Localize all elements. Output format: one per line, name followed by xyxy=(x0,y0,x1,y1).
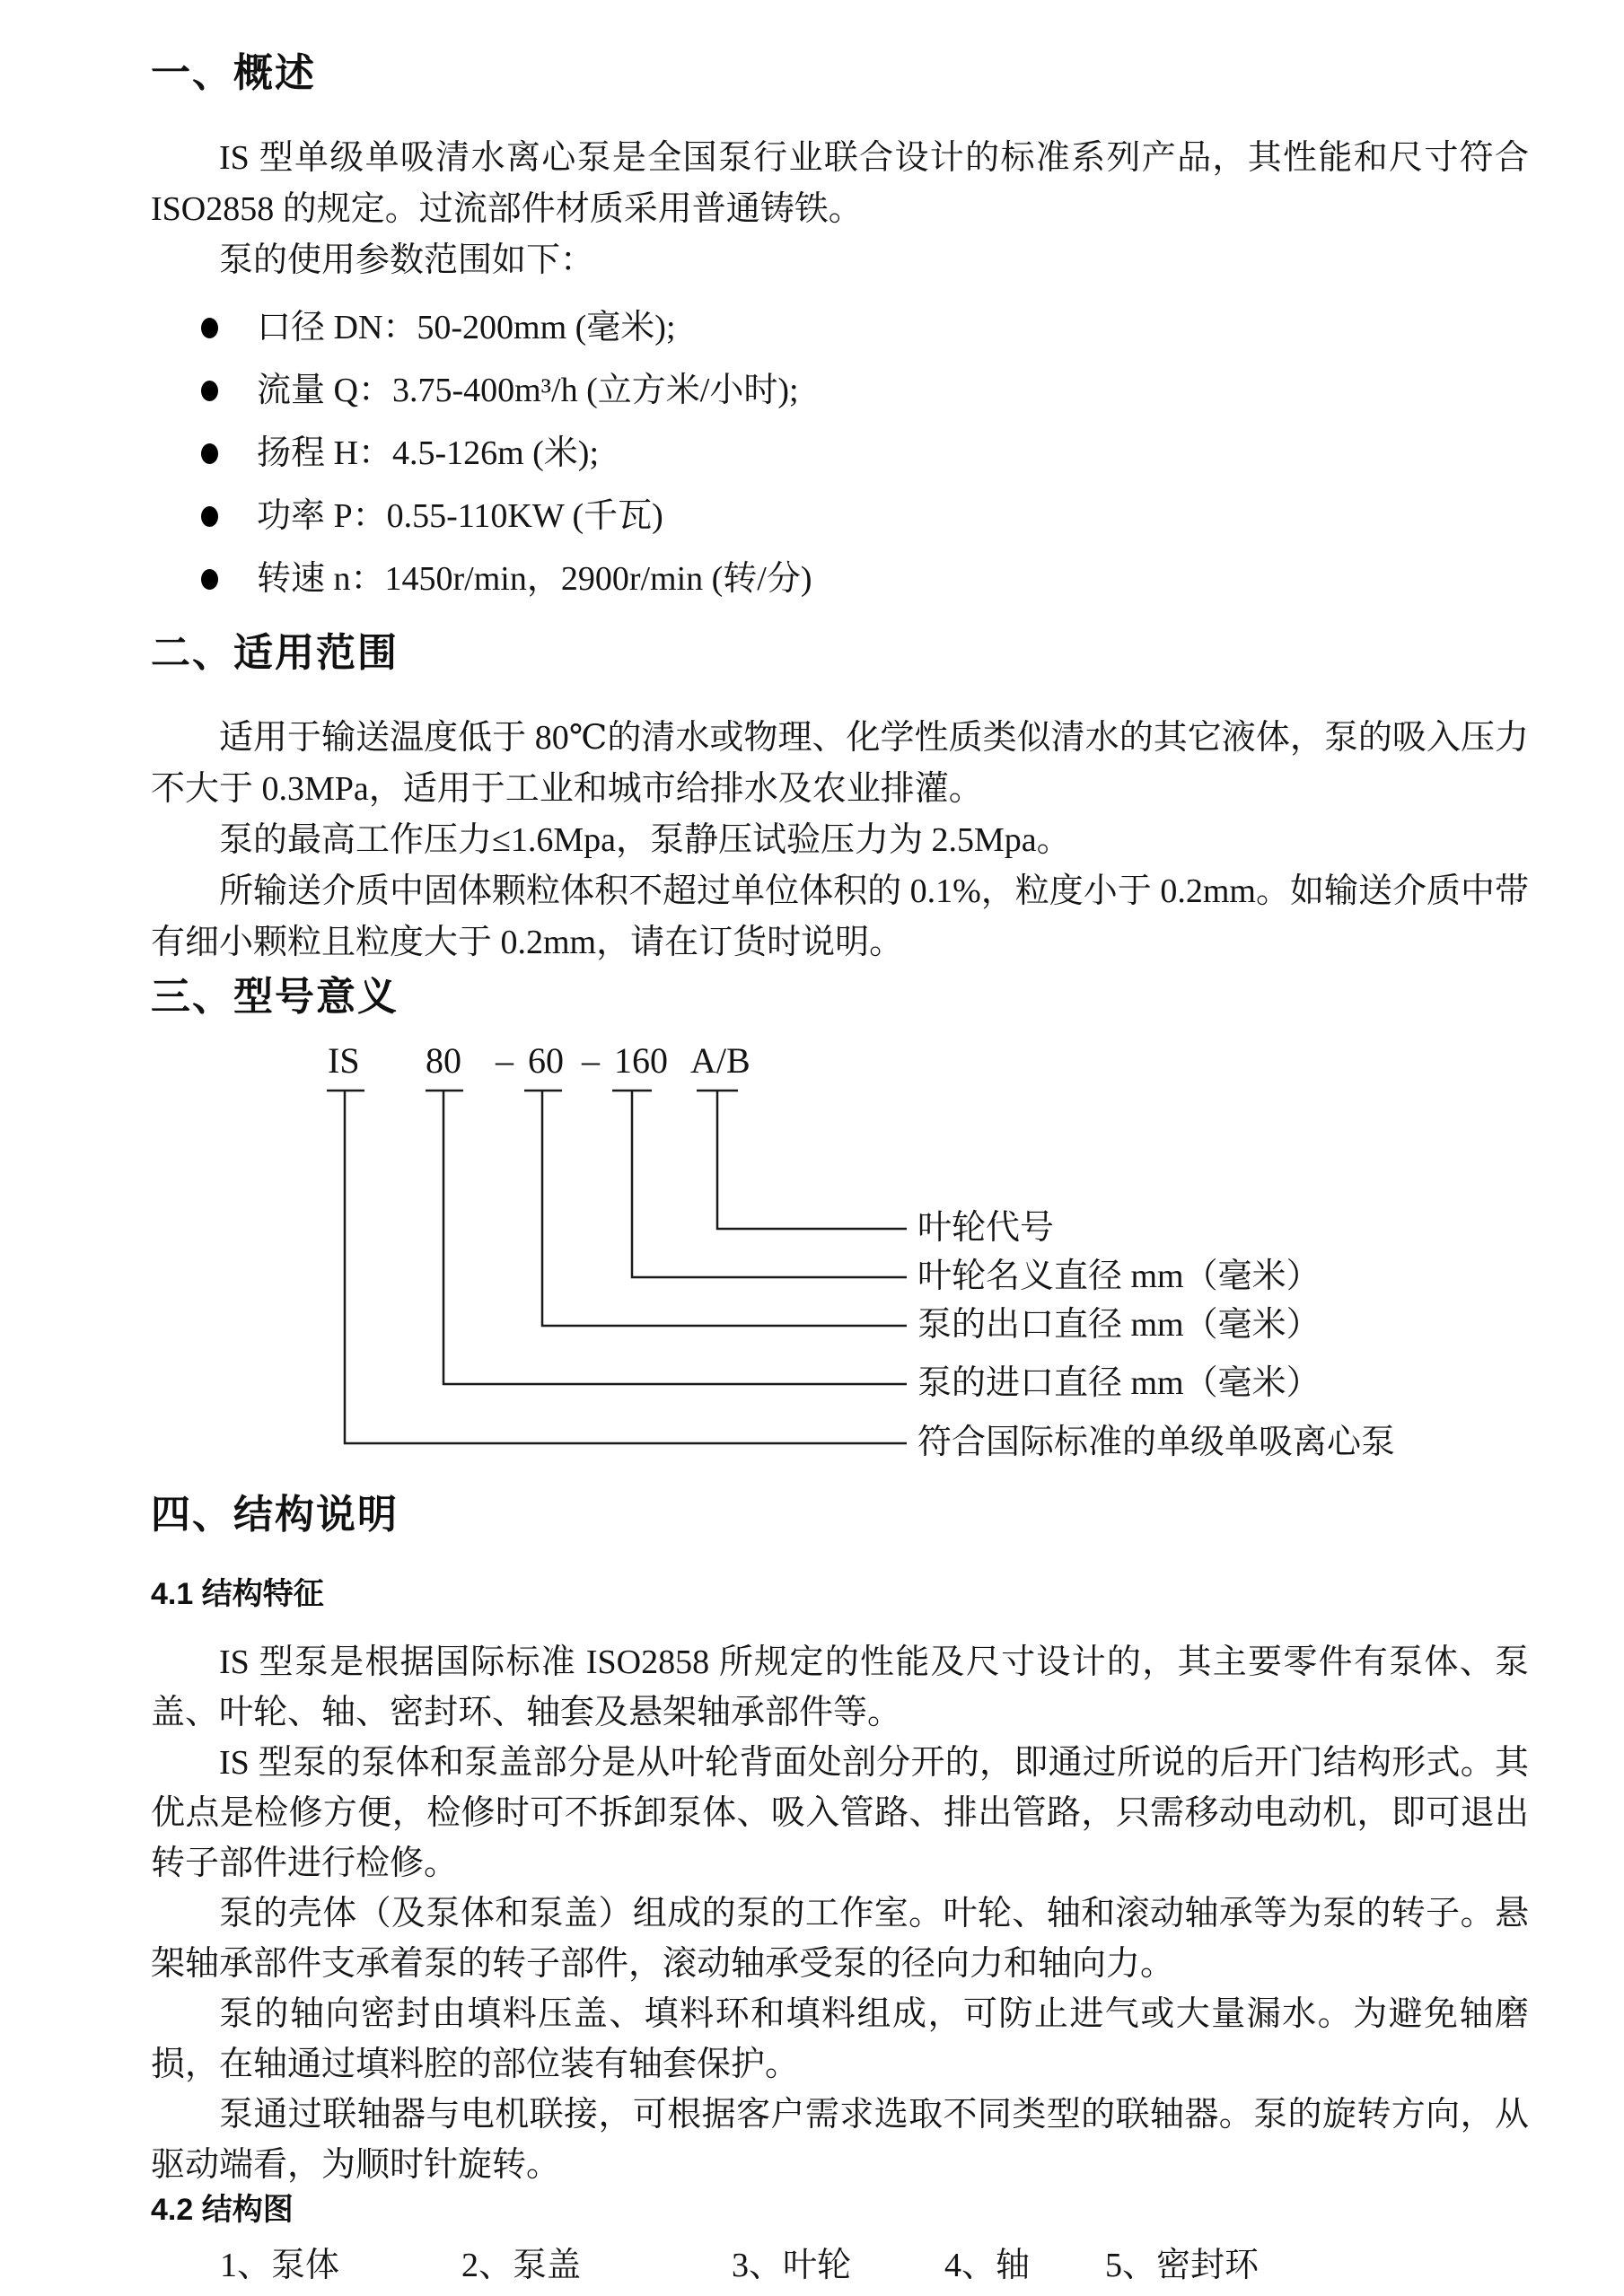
list-item xyxy=(151,365,1529,416)
label-pump-outlet-diameter: 泵的出口直径 mm（毫米） xyxy=(917,1306,1321,1344)
subsection-4-1-heading: 4.1 结构特征 xyxy=(151,1577,324,1611)
bullet-speed: 转速 n：1450r/min，2900r/min (转/分) xyxy=(257,560,812,598)
section-2-paragraph-3: 所输送介质中固体颗粒体积不超过单位体积的 0.1%，粒度小于 0.2mm。如输送介质中带有细小颗粒且粒度大于 0.2mm，请在订货时说明。 xyxy=(151,872,1529,961)
section-4-paragraph-4: 泵的轴向密封由填料压盖、填料环和填料组成，可防止进气或大量漏水。为避免轴磨损，在轴通过填料腔的部位装有轴套保护。 xyxy=(151,1995,1529,2083)
section-1-paragraph-2: 泵的使用参数范围如下： xyxy=(219,241,595,279)
bullet-icon xyxy=(201,381,218,401)
bullet-icon xyxy=(201,506,218,527)
subsection-4-2-heading: 4.2 结构图 xyxy=(151,2193,294,2227)
label-impeller-nominal-diameter: 叶轮名义直径 mm（毫米） xyxy=(917,1258,1321,1295)
model-diagram-lines xyxy=(151,1022,1529,1476)
model-token-dash-2: – xyxy=(582,1040,600,1081)
bullet-power: 功率 P：0.55-110KW (千瓦) xyxy=(257,497,663,535)
list-item xyxy=(151,491,1529,542)
model-token-dash-1: – xyxy=(496,1040,514,1081)
label-standard-pump: 符合国际标准的单级单吸离心泵 xyxy=(917,1424,1396,1461)
section-3-heading: 三、型号意义 xyxy=(151,975,399,1019)
section-2-heading: 二、适用范围 xyxy=(151,631,399,675)
part-seal-ring: 5、密封环 xyxy=(1105,2247,1260,2284)
section-1-paragraph-1: IS 型单级单吸清水离心泵是全国泵行业联合设计的标准系列产品，其性能和尺寸符合 ISO2858 的规定。过流部件材质采用普通铸铁。 xyxy=(151,139,1529,228)
bullet-icon xyxy=(201,443,218,464)
bullet-flow: 流量 Q：3.75-400m³/h (立方米/小时); xyxy=(257,372,799,409)
model-token-series: IS xyxy=(328,1040,360,1081)
bullet-icon xyxy=(201,318,218,338)
list-item xyxy=(151,302,1529,354)
structure-parts-caption xyxy=(151,2240,1529,2292)
section-4-paragraph-3: 泵的壳体（及泵体和泵盖）组成的泵的工作室。叶轮、轴和滚动轴承等为泵的转子。悬架轴承部件支承着泵的转子部件，滚动轴承受泵的径向力和轴向力。 xyxy=(151,1895,1529,1983)
model-token-impeller-code: A/B xyxy=(690,1040,751,1081)
section-2-paragraph-1: 适用于输送温度低于 80℃的清水或物理、化学性质类似清水的其它液体，泵的吸入压力不大于 0.3MPa，适用于工业和城市给排水及农业排灌。 xyxy=(151,719,1529,808)
list-item xyxy=(151,554,1529,605)
section-2-paragraph-2: 泵的最高工作压力≤1.6Mpa，泵静压试验压力为 2.5Mpa。 xyxy=(219,821,1071,859)
label-pump-inlet-diameter: 泵的进口直径 mm（毫米） xyxy=(917,1364,1321,1402)
parameter-list xyxy=(151,302,1529,605)
model-token-outlet: 60 xyxy=(528,1040,564,1081)
section-1-heading: 一、概述 xyxy=(151,51,316,95)
model-token-inlet: 80 xyxy=(426,1040,461,1081)
section-4-paragraph-2: IS 型泵的泵体和泵盖部分是从叶轮背面处剖分开的，即通过所说的后开门结构形式。其优点是检修方便，检修时可不拆卸泵体、吸入管路、排出管路，只需移动电动机，即可退出转子部件进行检修。 xyxy=(151,1744,1529,1882)
bullet-icon xyxy=(201,569,218,590)
section-4-paragraph-5: 泵通过联轴器与电机联接，可根据客户需求选取不同类型的联轴器。泵的旋转方向，从驱动端看，为顺时针旋转。 xyxy=(151,2096,1529,2184)
bullet-head: 扬程 H：4.5-126m (米); xyxy=(257,434,600,472)
label-impeller-code: 叶轮代号 xyxy=(917,1209,1055,1247)
section-4-paragraph-1: IS 型泵是根据国际标准 ISO2858 所规定的性能及尺寸设计的，其主要零件有泵体、泵盖、叶轮、轴、密封环、轴套及悬架轴承部件等。 xyxy=(151,1643,1529,1731)
part-pump-body: 1、泵体 xyxy=(220,2247,340,2284)
part-pump-cover: 2、泵盖 xyxy=(461,2247,582,2284)
model-token-impeller-diameter: 160 xyxy=(614,1040,668,1081)
list-item xyxy=(151,428,1529,479)
bullet-diameter: 口径 DN：50-200mm (毫米); xyxy=(257,309,676,346)
section-4-heading: 四、结构说明 xyxy=(151,1493,399,1537)
part-shaft: 4、轴 xyxy=(944,2247,1031,2284)
model-meaning-diagram xyxy=(151,1022,1529,1476)
part-impeller: 3、叶轮 xyxy=(732,2247,852,2284)
